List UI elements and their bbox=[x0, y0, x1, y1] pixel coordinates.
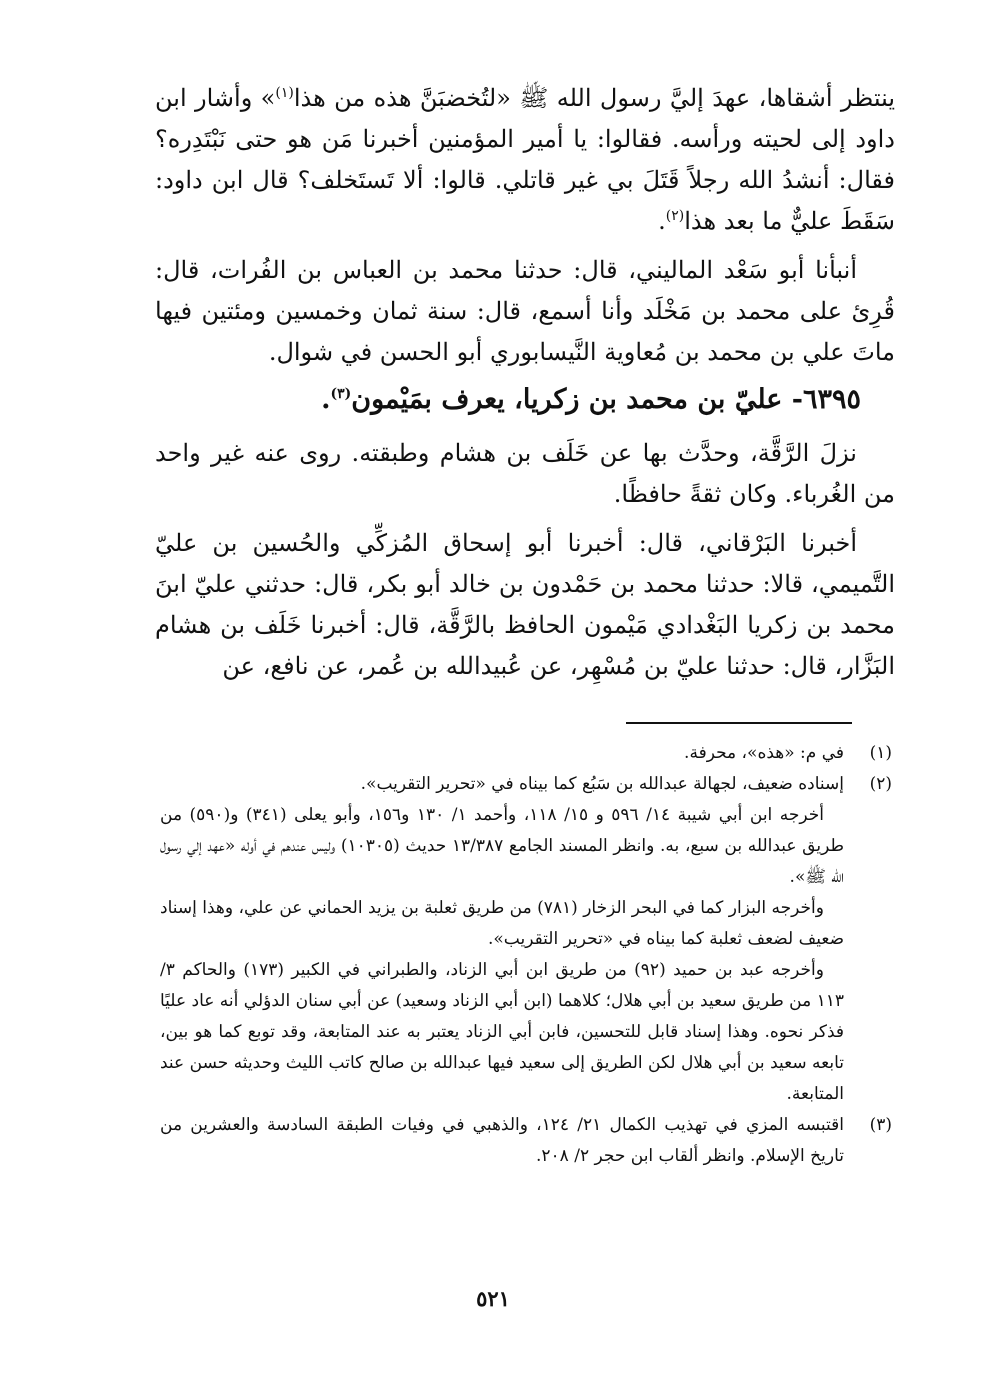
paragraph-continuation bbox=[155, 78, 895, 242]
footnote-number: (١) bbox=[869, 743, 892, 763]
paragraph-isnad bbox=[155, 523, 895, 687]
paragraph-text: . bbox=[658, 207, 666, 235]
paragraph-text: أنبأنا أبو سَعْد الماليني، قال: حدثنا محمد بن العباس بن الفُرات، قال: قُرِئ على محمد بن مَخْلَد وأنا أسمع، قال: سنة ثمان وخمسين ومئتين فيها ماتَ علي بن محمد بن مُعاوية النَّيسابوري أبو الحسن في شوال. bbox=[155, 256, 895, 366]
paragraph-narration bbox=[155, 250, 895, 373]
paragraph-text: أخبرنا البَرْقاني، قال: أخبرنا أبو إسحاق المُزكِّي والحُسين بن عليّ التَّميمي، قالا: حدثنا محمد بن حَمْدون بن خالد أبو بكر، قال: حدثني عليّ ابنَ محمد بن زكريا البَغْدادي مَيْمون الحافظ بالرَّقَّة، قال: أخبرنا خَلَف بن هشام البَزَّار، قال: حدثنا عليّ بن مُسْهِر، عن عُبيدالله بن عُمر، عن نافع، عن bbox=[155, 529, 895, 680]
footnote-number: (٢) bbox=[869, 774, 892, 794]
footnote-ref-1[interactable]: (١) bbox=[275, 85, 294, 101]
footnote-body bbox=[160, 769, 844, 1110]
footnote-2 bbox=[160, 769, 892, 1110]
footnotes-block bbox=[160, 738, 892, 1172]
footnote-text: إسناده ضعيف، لجهالة عبدالله بن سَبُع كما بيناه في «تحرير التقريب». bbox=[360, 774, 844, 794]
entry-heading-text: ٦٣٩٥- عليّ بن محمد بن زكريا، يعرف بمَيْمون bbox=[351, 384, 861, 415]
footnote-text: وأخرجه البزار كما في البحر الزخار (٧٨١) من طريق ثعلبة بن يزيد الحماني عن علي، وهذا إسناد ضعيف لضعف ثعلبة كما بيناه في «تحرير التقريب». bbox=[160, 898, 844, 949]
footnote-text: وأخرجه عبد بن حميد (٩٢) من طريق ابن أبي الزناد، والطبراني في الكبير (١٧٣) والحاكم ٣/ ١١٣ من طريق سعيد بن أبي هلال؛ كلاهما (ابن أبي الزناد وسعيد) عن أبي سنان الدؤلي أنه عاد عليًا فذكر نحوه. وهذا إسناد قابل للتحسين، فابن أبي الزناد يعتبر به عند المتابعة، وقد توبع كما هو بين، تابعه سعيد بن أبي هلال لكن الطريق إلى سعيد فيها عبدالله بن صالح كاتب الليث وحديثه حسن عند المتابعة. bbox=[160, 960, 844, 1104]
footnote-text: أخرجه ابن أبي شيبة ١٤/ ٥٩٦ و ١٥/ ١١٨، وأحمد ١/ ١٣٠ و١٥٦، وأبو يعلى (٣٤١) و(٥٩٠) من طريق عبدالله بن سبع، به. وانظر المسند الجامع ١٣/٣٨٧ حديث (١٠٣٠٥) وليس عندهم في أوله «عهد إلي رسول الله ﷺ». bbox=[160, 805, 845, 887]
paragraph-biography bbox=[155, 433, 895, 515]
footnote-1 bbox=[160, 738, 892, 769]
entry-heading-text: . bbox=[321, 384, 331, 415]
footnote-text: اقتبسه المزي في تهذيب الكمال ٢١/ ١٢٤، والذهبي في وفيات الطبقة السادسة والعشرين من تاريخ الإسلام. وانظر ألقاب ابن حجر ٢/ ٢٠٨. bbox=[160, 1115, 845, 1166]
footnote-ref-2[interactable]: (٢) bbox=[665, 208, 685, 224]
paragraph-text: » وأشار ابن داود إلى لحيته ورأسه. فقالوا: يا أمير المؤمنين أخبرنا مَن هو حتى نَبْتَدِره؟ فقال: أنشدُ الله رجلاً قَتَلَ بي غير قاتلي. قالوا: ألا تَستَخلف؟ قال ابن داود: سَقَطَ عليٌّ ما بعد هذا bbox=[155, 84, 895, 235]
footnote-3 bbox=[160, 1110, 892, 1172]
footnote-ref-3[interactable]: (٣) bbox=[330, 386, 352, 402]
footnote-number: (٣) bbox=[869, 1115, 892, 1135]
entry-heading bbox=[155, 373, 895, 427]
main-text-block bbox=[155, 78, 895, 687]
footnote-body bbox=[160, 1110, 844, 1172]
footnote-separator bbox=[626, 722, 852, 724]
page-number: ٥٢١ bbox=[476, 1286, 510, 1311]
footnote-body bbox=[160, 738, 844, 769]
paragraph-text: ينتظر أشقاها، عهدَ إليَّ رسول الله ﷺ «لتُخضبَنَّ هذه من هذا bbox=[293, 84, 896, 112]
paragraph-text: نزلَ الرَّقَّة، وحدَّث بها عن خَلَف بن هشام وطبقته. روى عنه غير واحد من الغُرباء. وكان ثقةً حافظًا. bbox=[155, 439, 895, 508]
footnote-text: في م: «هذه»، محرفة. bbox=[684, 743, 844, 763]
